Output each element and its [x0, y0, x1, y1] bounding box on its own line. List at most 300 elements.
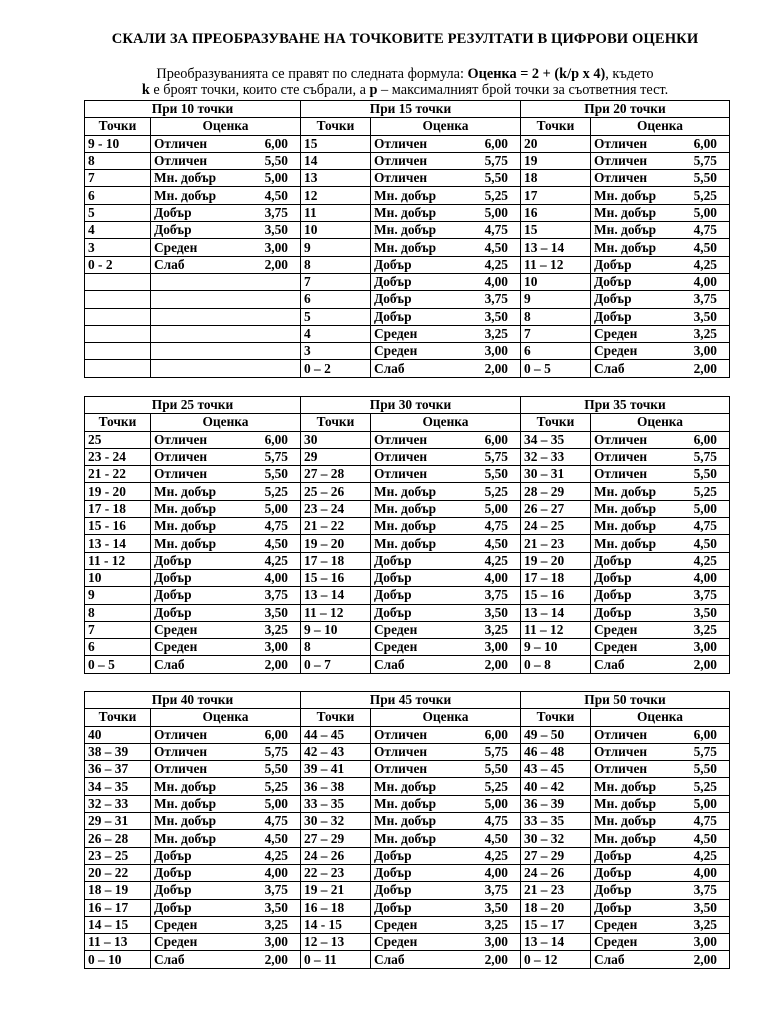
grade-value: 3,00 — [484, 639, 508, 655]
grade-cell — [371, 795, 521, 812]
grade-value: 5,50 — [484, 466, 508, 482]
grade-cell — [591, 656, 730, 673]
grade-cell — [591, 830, 730, 847]
table-row — [85, 899, 730, 916]
grade-value: 5,25 — [484, 778, 508, 794]
grade-wrap — [594, 222, 726, 238]
grade-wrap — [374, 257, 517, 273]
grade-name: Мн. добър — [154, 795, 217, 811]
grade-cell — [151, 795, 301, 812]
grade-value: 3,75 — [264, 587, 288, 603]
points-cell: 0 – 10 — [85, 951, 151, 968]
grade-value: 4,25 — [264, 552, 288, 568]
grade-wrap — [374, 361, 517, 377]
points-column-header: Точки — [521, 414, 591, 431]
grade-name: Мн. добър — [594, 187, 657, 203]
points-column-header: Точки — [85, 414, 151, 431]
grade-cell — [151, 135, 301, 152]
grade-value: 3,25 — [484, 326, 508, 341]
grade-wrap — [374, 501, 517, 517]
grade-value: 4,50 — [693, 535, 717, 551]
grade-name: Мн. добър — [594, 483, 657, 499]
grade-wrap — [374, 466, 517, 482]
grade-name: Мн. добър — [374, 222, 437, 238]
grade-value: 2,00 — [264, 951, 288, 967]
points-cell: 19 – 20 — [301, 535, 371, 552]
points-cell: 7 — [85, 170, 151, 187]
grade-cell — [371, 239, 521, 256]
grade-value: 5,75 — [693, 744, 717, 760]
grade-wrap — [154, 831, 297, 847]
grade-wrap — [374, 639, 517, 655]
grade-cell — [591, 466, 730, 483]
grade-value: 6,00 — [484, 135, 508, 151]
grade-value: 5,25 — [484, 187, 508, 203]
grade-wrap — [594, 813, 726, 829]
grade-cell — [591, 170, 730, 187]
grade-wrap — [594, 257, 726, 273]
grade-column-header: Оценка — [371, 709, 521, 726]
grade-name: Мн. добър — [374, 795, 437, 811]
grade-wrap — [154, 587, 297, 603]
grade-wrap — [374, 449, 517, 465]
points-cell: 30 – 31 — [521, 466, 591, 483]
grade-name: Отличен — [154, 726, 208, 742]
grade-wrap — [374, 291, 517, 307]
grade-cell — [371, 604, 521, 621]
points-cell: 17 – 18 — [521, 569, 591, 586]
grade-name: Среден — [374, 917, 418, 932]
grade-name: Среден — [594, 326, 638, 341]
grade-wrap — [594, 639, 726, 655]
grade-name: Среден — [594, 622, 638, 637]
table-row — [85, 761, 730, 778]
grade-cell — [371, 360, 521, 377]
grade-cell — [371, 587, 521, 604]
points-cell: 12 — [301, 187, 371, 204]
grade-cell — [591, 535, 730, 552]
grade-cell — [591, 778, 730, 795]
table-row — [85, 431, 730, 448]
points-cell: 11 – 13 — [85, 934, 151, 951]
grade-name: Добър — [154, 570, 192, 586]
grade-wrap — [594, 657, 726, 673]
points-cell: 25 — [85, 431, 151, 448]
grade-wrap — [374, 188, 517, 204]
grade-value: 3,25 — [693, 917, 717, 932]
group-header-row — [85, 397, 730, 414]
grade-name: Добър — [374, 899, 412, 915]
points-cell: 34 – 35 — [521, 431, 591, 448]
points-cell: 11 – 12 — [521, 256, 591, 273]
table-row — [85, 621, 730, 638]
points-cell: 8 — [521, 308, 591, 325]
grade-name: Добър — [154, 899, 192, 915]
grade-wrap — [154, 605, 297, 621]
grade-cell — [591, 152, 730, 169]
grade-wrap — [594, 761, 726, 777]
grade-cell — [591, 899, 730, 916]
grade-value: 3,50 — [484, 604, 508, 620]
grade-name: Слаб — [154, 256, 185, 272]
grade-name: Среден — [594, 639, 638, 655]
points-cell: 9 – 10 — [301, 621, 371, 638]
grade-name: Добър — [594, 256, 632, 272]
points-cell: 10 — [301, 222, 371, 239]
grade-name: Отличен — [154, 153, 208, 169]
grade-wrap — [154, 882, 297, 898]
points-cell: 29 – 31 — [85, 813, 151, 830]
grade-name: Отличен — [594, 744, 648, 760]
grade-name: Мн. добър — [594, 795, 657, 811]
grade-cell — [151, 204, 301, 221]
points-cell: 5 — [301, 308, 371, 325]
points-cell: 27 – 28 — [301, 466, 371, 483]
grade-wrap — [594, 361, 726, 377]
grade-value: 3,75 — [484, 882, 508, 898]
table-row — [85, 552, 730, 569]
grade-name: Слаб — [374, 360, 405, 376]
grade-cell — [371, 830, 521, 847]
formula-line-2 — [0, 82, 768, 98]
grade-value: 4,50 — [264, 830, 288, 846]
grade-name: Среден — [154, 934, 198, 950]
grade-cell — [591, 256, 730, 273]
grade-name: Добър — [594, 899, 632, 915]
grade-name: Отличен — [154, 135, 208, 151]
points-cell: 30 – 32 — [521, 830, 591, 847]
grade-wrap — [374, 882, 517, 898]
table-row — [85, 656, 730, 673]
grade-wrap — [594, 848, 726, 864]
points-cell: 15 – 16 — [301, 569, 371, 586]
grade-wrap — [374, 205, 517, 221]
grade-name: Мн. добър — [594, 500, 657, 516]
table-row — [85, 239, 730, 256]
grade-wrap — [594, 291, 726, 307]
grade-cell — [591, 743, 730, 760]
points-cell: 46 – 48 — [521, 743, 591, 760]
grade-wrap — [594, 622, 726, 638]
grade-cell — [371, 343, 521, 360]
points-cell: 7 — [85, 621, 151, 638]
points-column-header: Точки — [85, 709, 151, 726]
grade-value: 4,50 — [484, 830, 508, 846]
grade-wrap — [594, 744, 726, 760]
grade-value: 3,00 — [693, 343, 717, 359]
grade-cell — [151, 778, 301, 795]
grade-value: 4,25 — [693, 552, 717, 568]
grade-wrap — [374, 432, 517, 448]
grade-name: Среден — [374, 343, 418, 359]
grade-wrap — [374, 727, 517, 743]
grade-name: Мн. добър — [154, 170, 217, 186]
points-cell: 24 – 26 — [301, 847, 371, 864]
formula-k: k — [141, 82, 150, 98]
grade-wrap — [594, 466, 726, 482]
empty-cell — [85, 360, 151, 377]
points-cell: 3 — [301, 343, 371, 360]
grade-wrap — [374, 865, 517, 881]
group-title: При 50 точки — [521, 692, 730, 709]
points-cell: 25 – 26 — [301, 483, 371, 500]
grade-cell — [371, 639, 521, 656]
grade-value: 4,75 — [264, 813, 288, 829]
grade-name: Добър — [374, 865, 412, 881]
formula-text — [0, 66, 768, 98]
table-row — [85, 222, 730, 239]
grade-value: 6,00 — [693, 431, 717, 447]
points-column-header: Точки — [521, 118, 591, 135]
table-row — [85, 587, 730, 604]
grade-wrap — [374, 900, 517, 916]
points-cell: 32 – 33 — [521, 448, 591, 465]
grade-cell — [591, 864, 730, 881]
grade-wrap — [374, 222, 517, 238]
points-cell: 16 — [521, 204, 591, 221]
grade-value: 6,00 — [484, 431, 508, 447]
points-cell: 11 – 12 — [521, 621, 591, 638]
grade-name: Добър — [374, 552, 412, 568]
grade-name: Среден — [594, 934, 638, 950]
grade-name: Среден — [154, 917, 198, 932]
grade-wrap — [374, 153, 517, 169]
points-cell: 27 – 29 — [301, 830, 371, 847]
points-cell: 11 — [301, 204, 371, 221]
grade-wrap — [374, 831, 517, 847]
points-cell: 6 — [301, 291, 371, 308]
grade-wrap — [594, 952, 726, 968]
grade-name: Мн. добър — [594, 535, 657, 551]
grade-name: Мн. добър — [374, 483, 437, 499]
grade-column-header: Оценка — [371, 118, 521, 135]
grade-value: 5,25 — [264, 778, 288, 794]
points-cell: 7 — [301, 273, 371, 290]
group-title: При 35 точки — [521, 397, 730, 414]
points-cell: 7 — [521, 325, 591, 342]
points-cell: 23 - 24 — [85, 448, 151, 465]
points-cell: 36 – 39 — [521, 795, 591, 812]
grade-cell — [151, 466, 301, 483]
grade-value: 5,75 — [693, 449, 717, 465]
grade-name: Мн. добър — [154, 483, 217, 499]
grade-wrap — [154, 934, 297, 950]
points-cell: 23 – 25 — [85, 847, 151, 864]
grade-wrap — [154, 170, 297, 186]
grade-cell — [151, 916, 301, 933]
table-row — [85, 726, 730, 743]
points-cell: 0 – 2 — [301, 360, 371, 377]
grade-wrap — [374, 605, 517, 621]
grade-name: Среден — [154, 622, 198, 637]
table-row — [85, 483, 730, 500]
grade-value: 5,50 — [693, 170, 717, 186]
grade-name: Отличен — [374, 761, 428, 777]
grade-cell — [151, 934, 301, 951]
grade-value: 5,50 — [693, 466, 717, 482]
grade-value: 5,50 — [693, 761, 717, 777]
grade-cell — [371, 882, 521, 899]
table-row — [85, 135, 730, 152]
grade-value: 2,00 — [484, 656, 508, 672]
points-cell: 26 – 27 — [521, 500, 591, 517]
grade-value: 6,00 — [264, 726, 288, 742]
grade-value: 6,00 — [264, 135, 288, 151]
grade-value: 5,00 — [693, 500, 717, 516]
grade-name: Добър — [374, 847, 412, 863]
grade-value: 3,50 — [693, 604, 717, 620]
grade-value: 2,00 — [484, 951, 508, 967]
grade-value: 3,25 — [484, 622, 508, 637]
grade-name: Мн. добър — [374, 778, 437, 794]
grade-cell — [591, 587, 730, 604]
empty-cell — [151, 360, 301, 377]
grade-cell — [151, 256, 301, 273]
grade-wrap — [154, 639, 297, 655]
grade-wrap — [374, 518, 517, 534]
grade-cell — [151, 847, 301, 864]
points-column-header: Точки — [85, 118, 151, 135]
points-cell: 49 – 50 — [521, 726, 591, 743]
grade-value: 5,25 — [693, 187, 717, 203]
grade-cell — [371, 934, 521, 951]
points-cell: 24 – 26 — [521, 864, 591, 881]
empty-cell — [151, 273, 301, 290]
points-cell: 9 — [301, 239, 371, 256]
grade-name: Добър — [374, 308, 412, 324]
grade-wrap — [594, 587, 726, 603]
points-cell: 13 - 14 — [85, 535, 151, 552]
grade-name: Среден — [594, 343, 638, 359]
grade-value: 4,75 — [693, 813, 717, 829]
group-title: При 25 точки — [85, 397, 301, 414]
grade-cell — [371, 656, 521, 673]
points-column-header: Точки — [301, 709, 371, 726]
empty-cell — [85, 273, 151, 290]
grade-cell — [371, 222, 521, 239]
grade-name: Мн. добър — [374, 518, 437, 534]
grade-wrap — [374, 170, 517, 186]
grade-cell — [151, 864, 301, 881]
points-cell: 43 – 45 — [521, 761, 591, 778]
grade-name: Мн. добър — [374, 535, 437, 551]
grade-value: 4,75 — [693, 222, 717, 238]
table-row — [85, 743, 730, 760]
grade-value: 3,25 — [264, 622, 288, 637]
points-cell: 10 — [521, 273, 591, 290]
grade-name: Добър — [374, 587, 412, 603]
points-cell: 10 — [85, 569, 151, 586]
points-cell: 8 — [301, 639, 371, 656]
table-row — [85, 795, 730, 812]
grade-wrap — [594, 570, 726, 586]
table-row — [85, 813, 730, 830]
grade-cell — [591, 813, 730, 830]
grade-wrap — [594, 779, 726, 795]
grade-wrap — [374, 240, 517, 256]
grade-value: 6,00 — [693, 726, 717, 742]
grade-cell — [591, 360, 730, 377]
grade-cell — [591, 621, 730, 638]
grade-wrap — [594, 240, 726, 256]
grade-name: Добър — [374, 604, 412, 620]
grade-value: 3,00 — [693, 639, 717, 655]
empty-cell — [151, 325, 301, 342]
grade-wrap — [594, 518, 726, 534]
grade-cell — [371, 951, 521, 968]
grade-value: 4,75 — [693, 518, 717, 534]
points-cell: 42 – 43 — [301, 743, 371, 760]
grade-name: Добър — [594, 604, 632, 620]
grade-wrap — [594, 188, 726, 204]
grade-cell — [591, 761, 730, 778]
points-cell: 8 — [85, 152, 151, 169]
points-cell: 30 — [301, 431, 371, 448]
empty-cell — [85, 343, 151, 360]
points-column-header: Точки — [301, 414, 371, 431]
grade-cell — [591, 882, 730, 899]
grade-value: 4,75 — [484, 222, 508, 238]
grade-wrap — [374, 848, 517, 864]
grade-cell — [151, 448, 301, 465]
grade-wrap — [374, 587, 517, 603]
grade-wrap — [594, 934, 726, 950]
grade-name: Отличен — [374, 744, 428, 760]
points-cell: 9 — [85, 587, 151, 604]
grade-value: 3,50 — [693, 308, 717, 324]
grade-cell — [151, 170, 301, 187]
points-cell: 6 — [521, 343, 591, 360]
points-cell: 32 – 33 — [85, 795, 151, 812]
points-cell: 14 – 15 — [85, 916, 151, 933]
grade-cell — [151, 656, 301, 673]
grade-value: 3,25 — [484, 917, 508, 932]
points-cell: 0 – 5 — [521, 360, 591, 377]
points-cell: 39 – 41 — [301, 761, 371, 778]
grade-cell — [151, 222, 301, 239]
grade-value: 4,00 — [693, 570, 717, 586]
grade-name: Мн. добър — [154, 187, 217, 203]
points-cell: 0 – 8 — [521, 656, 591, 673]
grade-wrap — [594, 343, 726, 359]
grade-value: 3,75 — [693, 882, 717, 898]
points-cell: 12 – 13 — [301, 934, 371, 951]
grade-name: Отличен — [154, 744, 208, 760]
grade-cell — [591, 308, 730, 325]
grade-cell — [371, 899, 521, 916]
grade-value: 2,00 — [484, 360, 508, 376]
points-cell: 19 - 20 — [85, 483, 151, 500]
grade-cell — [591, 604, 730, 621]
grade-wrap — [594, 501, 726, 517]
empty-cell — [151, 308, 301, 325]
grade-value: 3,00 — [264, 934, 288, 950]
grade-cell — [151, 621, 301, 638]
grade-wrap — [374, 309, 517, 325]
points-cell: 24 – 25 — [521, 518, 591, 535]
points-cell: 21 – 23 — [521, 882, 591, 899]
points-cell: 9 — [521, 291, 591, 308]
points-cell: 13 – 14 — [521, 239, 591, 256]
grade-value: 3,25 — [264, 917, 288, 932]
grade-value: 5,00 — [264, 795, 288, 811]
points-cell: 15 - 16 — [85, 518, 151, 535]
grade-name: Добър — [154, 222, 192, 238]
grade-value: 4,75 — [484, 518, 508, 534]
formula-intro: Преобразуванията се правят по следната формула: — [156, 66, 468, 82]
grade-cell — [591, 569, 730, 586]
points-cell: 36 – 38 — [301, 778, 371, 795]
